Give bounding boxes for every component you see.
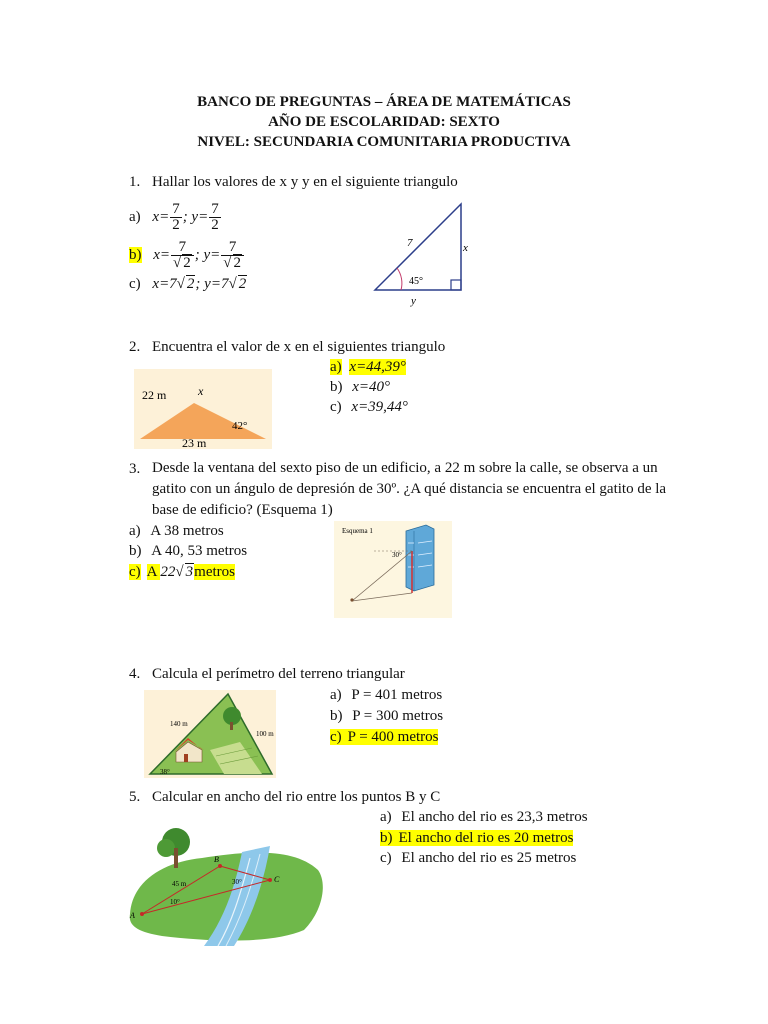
q1-option-a	[129, 202, 222, 233]
q5-fig-point-a: A	[130, 911, 135, 920]
q2-fig-angle: 42°	[232, 420, 248, 432]
q1-option-a-expression: x= $\frac{7}{2}$ ; y= $\frac{7}{2}$	[152, 201, 219, 234]
q2-triangle-figure	[134, 369, 272, 449]
q3-option-a-label: a)	[129, 523, 141, 539]
q1-fig-hypotenuse: 7	[407, 237, 413, 249]
q3-option-a	[129, 521, 224, 541]
q5-fig-angle-2: 10°	[170, 898, 180, 906]
q4-option-c-value: P = 400 metros	[342, 729, 439, 745]
q2-option-a	[330, 357, 406, 377]
q4-terrain-figure	[144, 690, 276, 778]
q5-option-b-value: El ancho del rio es 20 metros	[393, 830, 574, 846]
q1-fig-side: x	[463, 242, 468, 254]
q5-fig-distance: 45 m	[172, 880, 187, 888]
header-line-1: BANCO DE PREGUNTAS – ÁREA DE MATEMÁTICAS	[197, 94, 571, 110]
q3-option-b-label: b)	[129, 543, 142, 559]
q2-option-a-label: a)	[330, 359, 342, 375]
header-line-3: NIVEL: SECUNDARIA COMUNITARIA PRODUCTIVA	[197, 134, 571, 150]
q2-text: Encuentra el valor de x en el siguientes triangulo	[152, 339, 446, 355]
q4-option-c	[330, 727, 438, 747]
q4-option-b	[330, 706, 443, 726]
q1-fig-base: y	[411, 295, 416, 307]
q5-fig-angle-1: 30°	[232, 878, 242, 886]
q3-option-c-root: 3	[185, 564, 194, 580]
q5-number: 5.	[129, 789, 141, 805]
q3-option-c-suffix: metros	[194, 564, 235, 580]
q4-option-b-value: P = 300 metros	[352, 708, 444, 724]
q1-option-b-expression: x= $\frac{7}{√ 2}$ ; y= $\frac{7}{√ 2}$	[153, 247, 245, 263]
q1-triangle-figure	[365, 196, 485, 308]
q5-option-b	[380, 828, 573, 848]
q3-fig-angle: 30°	[392, 551, 402, 559]
q4-option-a	[330, 685, 442, 705]
q3-fig-caption: Esquema 1	[342, 527, 373, 535]
q5-option-c-value: El ancho del rio es 25 metros	[401, 850, 577, 866]
q2-option-b-label: b)	[330, 379, 343, 395]
q5-option-b-label: b)	[380, 830, 393, 846]
q4-option-a-value: P = 401 metros	[351, 687, 443, 703]
q1-text: Hallar los valores de x y y en el siguiente triangulo	[152, 174, 458, 190]
q4-number: 4.	[129, 666, 141, 682]
q4-fig-angle: 38°	[160, 768, 170, 776]
q5-fig-point-b: B	[214, 855, 219, 864]
q2-fig-base: 23 m	[182, 436, 207, 449]
q2-option-b	[330, 377, 390, 397]
q5-fig-point-c: C	[274, 875, 280, 884]
q2-option-c-value: x=39,44°	[351, 399, 408, 415]
q1-option-c-expression: x=7√ 2; y=7√ 2	[152, 276, 247, 292]
q3-text: Desde la ventana del sexto piso de un edificio, a 22 m sobre la calle, se observa a un gatito con un ángulo de depresión de 30º. ¿A qué distancia se encuentra el gatito de la base de edificio? (Esquema 1)	[152, 460, 667, 518]
q1-option-c-label: c)	[129, 276, 141, 292]
q1-option-b-label: b)	[129, 247, 142, 263]
header-line-2: AÑO DE ESCOLARIDAD: SEXTO	[268, 114, 500, 130]
q3-number: 3.	[129, 461, 141, 477]
q2-fig-side: 22 m	[142, 388, 167, 402]
q1-option-a-label: a)	[129, 209, 141, 225]
q1-number: 1.	[129, 174, 141, 190]
q3-option-b-value: A 40, 53 metros	[151, 543, 248, 559]
q4-option-c-label: c)	[330, 729, 342, 745]
q3-option-c-label: c)	[129, 564, 141, 580]
q2-option-b-value: x=40°	[352, 379, 391, 395]
q5-option-c	[380, 848, 576, 868]
q3-building-figure	[334, 521, 452, 618]
q4-fig-right-side: 100 m	[256, 730, 274, 738]
q5-option-a	[380, 807, 588, 827]
q4-option-b-label: b)	[330, 708, 343, 724]
q1-option-c	[129, 274, 247, 294]
q5-option-c-label: c)	[380, 850, 392, 866]
q4-option-a-label: a)	[330, 687, 342, 703]
q4-fig-left-side: 140 m	[170, 720, 188, 728]
q5-option-a-value: El ancho del rio es 23,3 metros	[401, 809, 588, 825]
q3-option-c-number: 22	[160, 564, 176, 580]
q1-option-b	[129, 240, 245, 271]
q2-number: 2.	[129, 339, 141, 355]
q3-option-b	[129, 541, 247, 561]
q2-option-c-label: c)	[330, 399, 342, 415]
q3-option-c-prefix: A	[146, 564, 161, 580]
q5-text: Calcular en ancho del rio entre los puntos B y C	[152, 789, 441, 805]
q2-option-a-value: x=44,39°	[349, 359, 406, 375]
q5-option-a-label: a)	[380, 809, 392, 825]
q3-option-c: c) A 22√ 3metros	[129, 564, 235, 580]
q5-river-figure	[122, 822, 328, 946]
q2-option-c	[330, 397, 408, 417]
q1-fig-angle: 45°	[409, 276, 423, 287]
q3-option-a-value: A 38 metros	[150, 523, 224, 539]
q2-fig-top: x	[198, 384, 204, 398]
q4-text: Calcula el perímetro del terreno triangular	[152, 666, 405, 682]
